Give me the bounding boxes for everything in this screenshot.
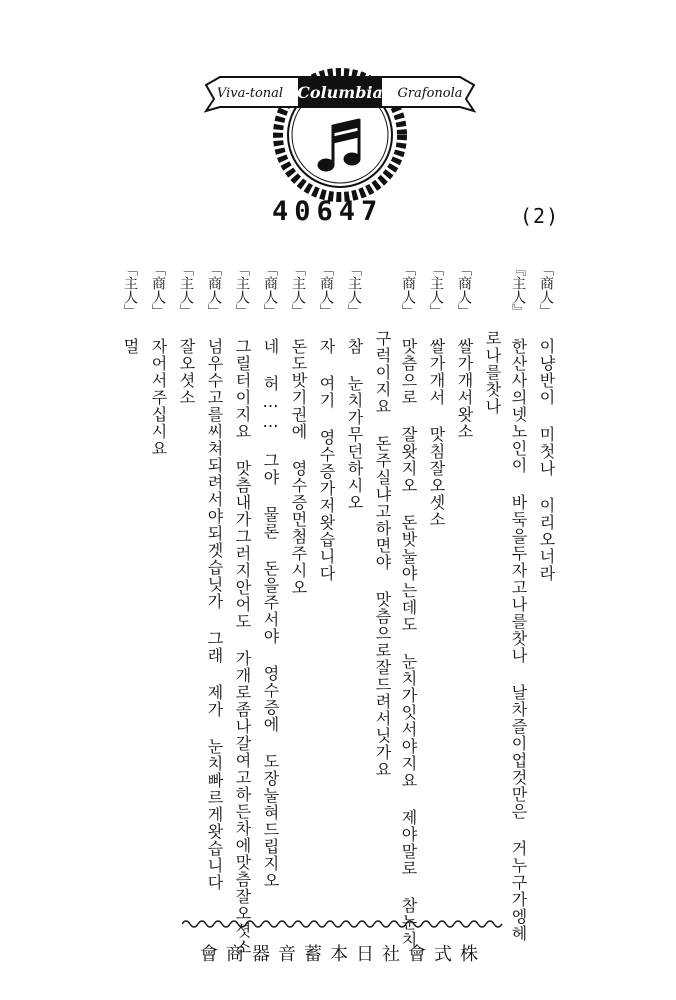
script-line [234, 262, 250, 956]
logo-graphic [200, 55, 480, 205]
dialogue-text: 자어서주십시요 [149, 338, 168, 457]
dialogue-text: 이냥반이 미첫나 이리오너라 [537, 338, 556, 582]
speaker-label: 「商人」 [262, 262, 278, 318]
speaker-label: 「商人」 [150, 262, 166, 318]
speaker-label: 「主人」 [346, 262, 362, 318]
dialogue-text: 구럭이지요 돈주실냐고하면야 맛츰으로잘드려서닛가요 [373, 330, 392, 778]
script-line [538, 262, 554, 582]
script-line [290, 262, 306, 596]
script-line [122, 262, 138, 355]
dialogue-text: 자 여기 영수증가저왓습니다 [317, 338, 336, 582]
speaker-label: 「商人」 [206, 262, 222, 318]
columbia-logo [200, 55, 480, 205]
wavy-divider [182, 918, 504, 930]
script-line [318, 262, 334, 582]
dialogue-text: 그릴터이지요 맛츰내가그러지안어도 가개로좀나갈여고하든차에맛츰잘오셧소 [233, 338, 252, 956]
script-line [456, 262, 472, 440]
script-line [206, 262, 222, 891]
speaker-label: 「主人」 [122, 262, 138, 318]
dialogue-text: 돈도밧기권에 영수증먼첨주시오 [289, 338, 308, 596]
speaker-label: 「主人」 [234, 262, 250, 318]
company-name: 會商器音蓄本日社會式株 [200, 944, 486, 965]
logo-left-text: Viva-tonal [216, 86, 284, 101]
dialogue-text: 쌀가개서왓소 [455, 338, 474, 440]
speaker-label: 「商人」 [538, 262, 554, 318]
speaker-label: 「主人」 [178, 262, 194, 318]
script-line [510, 262, 526, 942]
dialogue-text: 네 허…… 그야 물론 돈을주서야 영수증에 도장눌혀드립지오 [261, 338, 280, 889]
speaker-label: 「主人」 [290, 262, 306, 318]
script-line [150, 262, 166, 457]
script-line-continuation [484, 330, 500, 415]
catalog-number: 40647 [272, 196, 384, 227]
script-line [262, 262, 278, 889]
logo-right-text: Grafonola [397, 86, 463, 101]
script-line [346, 262, 362, 511]
script-line [400, 262, 416, 948]
speaker-label: 「商人」 [456, 262, 472, 318]
dialogue-text: 넘우수고를씨쳐되려서야되겟습닛가 그래 제가 눈치빠르게왓습니다 [205, 338, 224, 891]
dialogue-text: 쌀가개서 맛침잘오셋소 [427, 338, 446, 528]
logo-brand-text: Columbia [297, 83, 383, 102]
speaker-label: 「主人」 [428, 262, 444, 318]
script-line-continuation [374, 330, 390, 778]
speaker-label: 「商人」 [318, 262, 334, 318]
script-line [178, 262, 194, 406]
dialogue-text: 참 눈치가무던하시오 [345, 338, 364, 511]
dialogue-text: 멀 [121, 338, 140, 355]
dialogue-text: 로나를찻나 [483, 330, 502, 415]
dialogue-text: 맛츰으로 잘왓지오 돈밧눌야는데도 눈치가잇서야지요 제야말로 참눈치 [399, 338, 418, 948]
speaker-label: 「商人」 [400, 262, 416, 318]
dialogue-text: 잘오셧소 [177, 338, 196, 406]
dialogue-text: 한산사의넷노인이 바둑을두자고나를찻나 날차즐이업것만은 거누구가엥헤 [509, 338, 528, 942]
script-line [428, 262, 444, 528]
speaker-label: 『主人』 [510, 262, 526, 318]
side-number: (2) [520, 204, 560, 228]
